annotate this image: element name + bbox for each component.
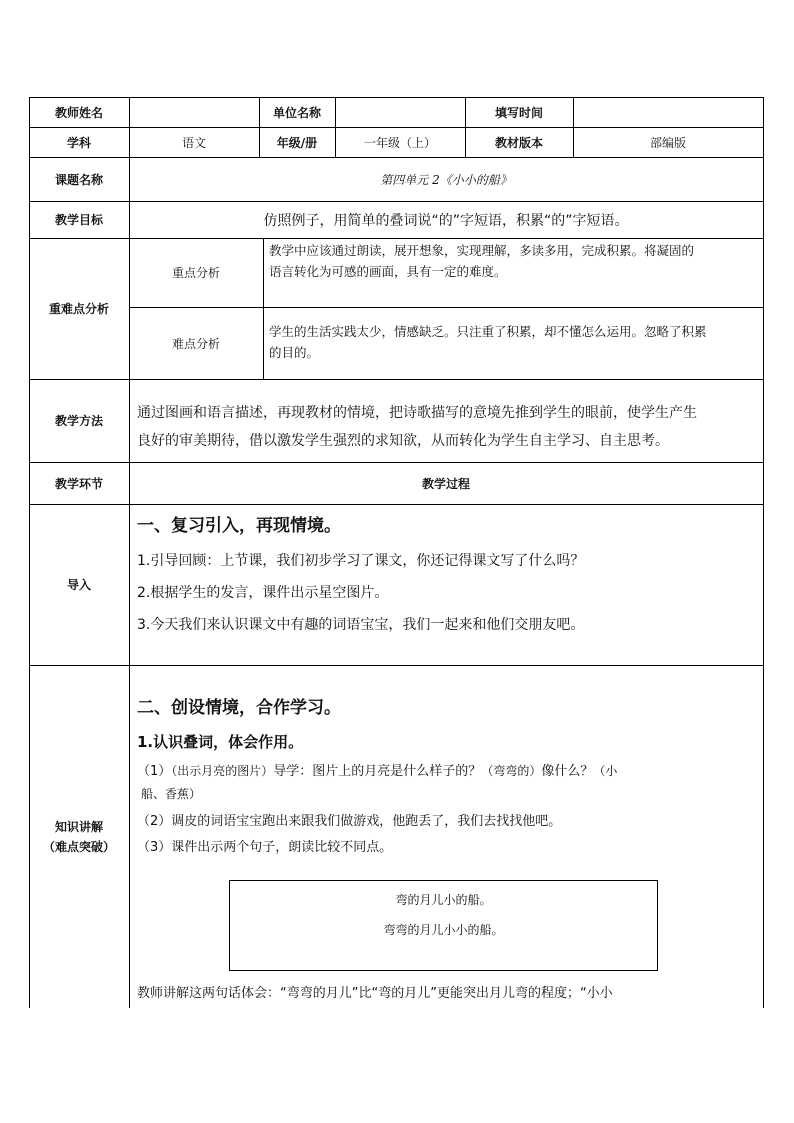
key-analysis-label: 重点分析 [171, 266, 220, 280]
text-line: 语言转化为可感的画面，具有一定的难度。 [269, 264, 507, 279]
text-line: 通过图画和语言描述，再现教材的情境，把诗歌描写的意境先推到学生的眼前，使学生产生 [137, 405, 697, 421]
teacher-name-label: 教师姓名 [54, 105, 103, 120]
process-header: 教学过程 [421, 476, 470, 491]
intro-heading: 一、复习引入，再现情境。 [137, 516, 341, 536]
key-analysis-text [263, 238, 763, 307]
fill-time-label: 填写时间 [494, 105, 543, 120]
knowledge-item-1 [137, 760, 761, 783]
item1-text2: 像什么？ [541, 764, 594, 779]
teacher-name-value[interactable] [129, 97, 259, 127]
method-text [129, 379, 763, 462]
unit-name-label: 单位名称 [272, 105, 321, 120]
knowledge-content [137, 694, 761, 859]
table-border-right [763, 97, 764, 1008]
intro-item: 3.今天我们来认识课文中有趣的词语宝宝，我们一起来和他们交朋友吧。 [137, 617, 585, 633]
knowledge-label [29, 665, 129, 1008]
unit-name-value[interactable] [335, 97, 465, 127]
knowledge-label-line1: 知识讲解 [54, 820, 103, 834]
item1-answer2-start: （小 [593, 764, 618, 778]
edition-label: 教材版本 [494, 135, 543, 150]
hard-analysis-label: 难点分析 [171, 336, 220, 351]
row-divider [29, 504, 764, 505]
goal-value: 仿照例子，用简单的叠词说“的”字短语，积累“的”字短语。 [263, 212, 629, 229]
grade-label: 年级/册 [276, 135, 318, 150]
subject-label: 学科 [66, 135, 91, 150]
fill-time-value[interactable] [573, 97, 763, 127]
difficulty-label: 重难点分析 [48, 302, 109, 316]
text-line: 教学中应该通过朗读，展开想象，实现理解，多读多用，完成积累。将凝固的 [269, 243, 695, 258]
edition-value: 部编版 [649, 135, 686, 150]
knowledge-heading: 二、创设情境，合作学习。 [137, 698, 341, 718]
stage-header: 教学环节 [54, 476, 103, 491]
sentence-comparison-box [229, 880, 658, 971]
hard-analysis-text [263, 307, 763, 379]
knowledge-explain: 教师讲解这两句话体会：“弯弯的月儿”比“弯的月儿”更能突出月儿弯的程度；“小小 [137, 986, 613, 1001]
text-line: 学生的生活实践太少，情感缺乏。只注重了积累，却不懂怎么运用。忽略了积累 [269, 324, 707, 339]
text-line: 良好的审美期待，借以激发学生强烈的求知欲，从而转化为学生自主学习、自主思考。 [137, 433, 669, 449]
sentence-2: 弯弯的月儿小小的船。 [383, 923, 504, 937]
item1-text: 导学：图片上的月亮是什么样子的？ [273, 764, 482, 779]
item1-prefix: （1） [137, 764, 172, 779]
intro-item: 2.根据学生的发言，课件出示星空图片。 [137, 585, 389, 601]
grade-value: 一年级（上） [363, 135, 436, 150]
intro-content [137, 512, 757, 638]
subject-value: 语文 [181, 135, 206, 150]
topic-value: 第四单元 2《小小的船》 [380, 172, 512, 187]
row-divider [29, 665, 764, 666]
knowledge-item-3: （3）课件出示两个句子，朗读比较不同点。 [137, 840, 393, 855]
item1-hint: （出示月亮的图片） [171, 764, 274, 778]
knowledge-label-line2: （难点突破） [42, 840, 115, 854]
goal-label: 教学目标 [54, 213, 103, 227]
item1-answer2-end: 船、香蕉） [141, 787, 202, 801]
method-label: 教学方法 [54, 414, 103, 428]
sentence-1: 弯的月儿小的船。 [395, 893, 492, 907]
knowledge-subheading: 1.认识叠词，体会作用。 [137, 733, 304, 751]
text-line: 的目的。 [269, 345, 320, 360]
intro-item: 1.引导回顾：上节课，我们初步学习了课文，你还记得课文写了什么吗？ [137, 553, 585, 569]
item1-answer1: （弯弯的） [481, 764, 542, 778]
knowledge-item-2: （2）调皮的词语宝宝跑出来跟我们做游戏，他跑丢了，我们去找找他吧。 [137, 814, 562, 829]
intro-label: 导入 [66, 578, 91, 592]
topic-label: 课题名称 [54, 172, 103, 187]
